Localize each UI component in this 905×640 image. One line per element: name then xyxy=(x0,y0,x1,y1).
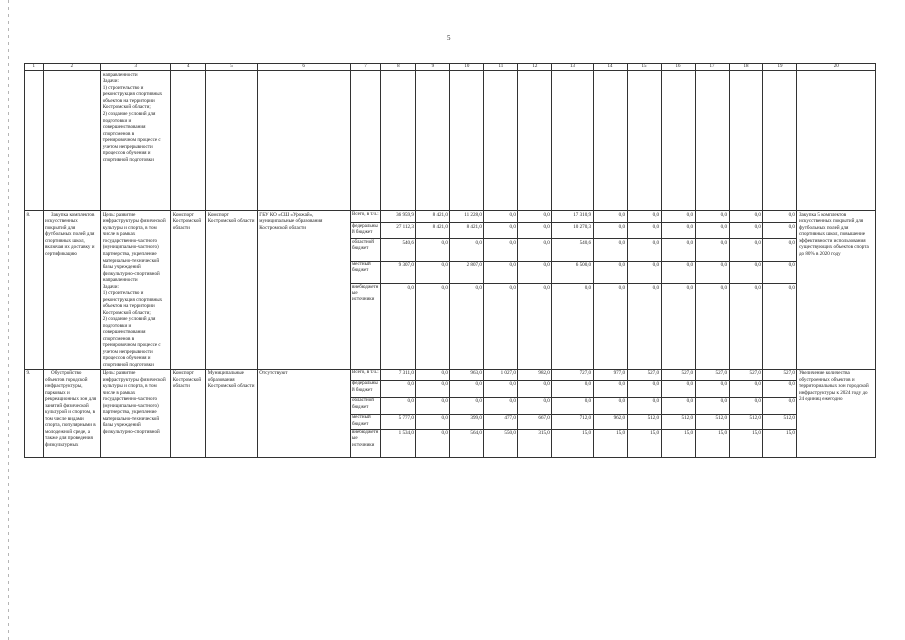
funding-amount: 0,0 xyxy=(381,380,416,397)
funding-source: местный бюджет xyxy=(350,414,381,429)
funding-amount: 0,0 xyxy=(518,211,552,223)
funding-amount: 0,0 xyxy=(695,211,729,223)
funding-amount: 15,0 xyxy=(729,429,763,457)
customer: Комспорт Костромской области xyxy=(171,211,206,369)
column-number: 6 xyxy=(257,64,350,71)
funding-amount: 15,0 xyxy=(627,429,661,457)
funding-amount: 0,0 xyxy=(450,380,484,397)
funding-amount: 0,0 xyxy=(593,261,627,284)
funding-amount: 0,0 xyxy=(450,397,484,414)
funding-amount: 0,0 xyxy=(593,380,627,397)
funding-amount: 0,0 xyxy=(381,284,416,370)
funding-amount: 0,0 xyxy=(518,380,552,397)
column-number: 4 xyxy=(171,64,206,71)
executor: Комспорт Костромской области xyxy=(206,211,258,369)
funding-amount: 0,0 xyxy=(695,261,729,284)
funding-amount: 0,0 xyxy=(661,211,695,223)
funding-amount: 0,0 xyxy=(381,397,416,414)
funding-amount: 6 500,0 xyxy=(552,261,593,284)
column-number-row xyxy=(25,64,876,71)
event-name: Обустройство объектов городской инфраструктуры, парковых и рекреационных зон для занятий физической культурой и спортом, в том числе видами спорта, популярными в молодежной среде, а также для проведения физкультурных xyxy=(43,369,101,457)
recipient: Отсутствуют xyxy=(257,369,350,457)
column-number: 2 xyxy=(43,64,101,71)
funding-amount: 36 959,9 xyxy=(381,211,416,223)
funding-amount: 0,0 xyxy=(729,397,763,414)
funding-amount: 0,0 xyxy=(729,261,763,284)
funding-amount: 0,0 xyxy=(518,397,552,414)
funding-amount: 0,0 xyxy=(593,211,627,223)
funding-amount: 0,0 xyxy=(729,239,763,262)
funding-amount: 27 112,3 xyxy=(381,223,416,239)
column-number: 20 xyxy=(797,64,876,71)
column-number: 1 xyxy=(25,64,44,71)
funding-amount: 9 307,0 xyxy=(381,261,416,284)
funding-amount: 0,0 xyxy=(763,397,797,414)
funding-amount: 0,0 xyxy=(763,239,797,262)
funding-amount: 0,0 xyxy=(416,239,450,262)
funding-amount: 0,0 xyxy=(484,223,518,239)
event-goal: Цель: развитие инфраструктуры физической культуры и спорта, в том числе в рамках государственно-частного (муниципально-частного) партнерства, укрепление материально-технической базы учреждений физкультурно-спортивной направленности Задачи: 1) строительство и реконструкция спортивных объектов на территории Костромской области; 2) создание условий для подготовки и совершенствования спортсменов в тренировочном процессе с учетом непрерывности процессов обучения и спортивной подготовки xyxy=(101,211,171,369)
funding-amount: 527,0 xyxy=(661,369,695,380)
funding-amount: 0,0 xyxy=(627,211,661,223)
column-number: 16 xyxy=(661,64,695,71)
column-number: 3 xyxy=(101,64,171,71)
funding-amount: 0,0 xyxy=(484,211,518,223)
page-number: 5 xyxy=(447,34,451,42)
funding-amount: 15,0 xyxy=(763,429,797,457)
column-number: 18 xyxy=(729,64,763,71)
funding-amount: 512,0 xyxy=(661,414,695,429)
funding-amount: 962,0 xyxy=(593,414,627,429)
funding-amount: 0,0 xyxy=(518,239,552,262)
funding-source: местный бюджет xyxy=(350,261,381,284)
funding-amount: 0,0 xyxy=(593,284,627,370)
funding-amount: 7 311,0 xyxy=(381,369,416,380)
continuation-row xyxy=(25,71,876,211)
funding-amount: 0,0 xyxy=(416,261,450,284)
funding-amount: 0,0 xyxy=(416,284,450,370)
column-number: 13 xyxy=(552,64,593,71)
continuation-goal-text: направленности Задачи: 1) строительство и реконструкция спортивных объектов на территории Костромской области; 2) создание условий для подготовки и совершенствования спортсменов в тренировочном процессе с учетом непрерывности процессов обучения и спортивной подготовки xyxy=(101,71,171,211)
executor: Муниципальные образования Костромской области xyxy=(206,369,258,457)
funding-amount: 1 027,0 xyxy=(484,369,518,380)
funding-amount: 727,0 xyxy=(552,369,593,380)
funding-amount: 0,0 xyxy=(695,239,729,262)
funding-amount: 550,0 xyxy=(484,429,518,457)
funding-amount: 11 228,0 xyxy=(450,211,484,223)
funding-amount: 0,0 xyxy=(695,380,729,397)
funding-amount: 0,0 xyxy=(484,380,518,397)
funding-amount: 527,0 xyxy=(729,369,763,380)
funding-amount: 0,0 xyxy=(729,211,763,223)
funding-amount: 15,0 xyxy=(661,429,695,457)
funding-amount: 963,0 xyxy=(450,369,484,380)
funding-amount: 1 534,0 xyxy=(381,429,416,457)
column-number: 7 xyxy=(350,64,381,71)
funding-amount: 0,0 xyxy=(627,380,661,397)
funding-amount: 10 270,3 xyxy=(552,223,593,239)
funding-amount: 5 777,0 xyxy=(381,414,416,429)
funding-amount: 0,0 xyxy=(729,223,763,239)
funding-amount: 512,0 xyxy=(695,414,729,429)
table-row xyxy=(25,369,876,380)
column-number: 14 xyxy=(593,64,627,71)
funding-amount: 527,0 xyxy=(695,369,729,380)
funding-amount: 399,0 xyxy=(450,414,484,429)
funding-source: Всего, в т.ч.: xyxy=(350,211,381,223)
funding-amount: 0,0 xyxy=(661,397,695,414)
expected-result: Увеличение количества обустроенных объектов и территориальных зон городской инфраструктуры к 2024 году до 24 единиц ежегодно xyxy=(797,369,876,457)
column-number: 10 xyxy=(450,64,484,71)
funding-amount: 0,0 xyxy=(416,429,450,457)
funding-amount: 0,0 xyxy=(484,397,518,414)
funding-source: федеральный бюджет xyxy=(350,223,381,239)
funding-amount: 527,0 xyxy=(763,369,797,380)
funding-amount: 15,0 xyxy=(552,429,593,457)
program-table xyxy=(24,63,876,458)
funding-amount: 512,0 xyxy=(729,414,763,429)
funding-amount: 0,0 xyxy=(627,223,661,239)
funding-amount: 0,0 xyxy=(695,397,729,414)
funding-source: областной бюджет xyxy=(350,397,381,414)
funding-amount: 8 421,0 xyxy=(416,211,450,223)
funding-amount: 0,0 xyxy=(416,380,450,397)
column-number: 9 xyxy=(416,64,450,71)
funding-amount: 17 310,9 xyxy=(552,211,593,223)
funding-amount: 0,0 xyxy=(593,239,627,262)
funding-amount: 0,0 xyxy=(661,284,695,370)
funding-amount: 0,0 xyxy=(450,239,484,262)
funding-amount: 0,0 xyxy=(729,284,763,370)
expected-result: Закупка 5 комплектов искусственных покрытий для футбольных полей для спортивных школ, повышение эффективности использования существующих объектов спорта до 80% в 2020 году xyxy=(797,211,876,369)
row-number: 9. xyxy=(25,369,44,457)
funding-source: внебюджетные источники xyxy=(350,284,381,370)
funding-source: Всего, в т.ч.: xyxy=(350,369,381,380)
funding-amount: 0,0 xyxy=(593,223,627,239)
table-row xyxy=(25,211,876,223)
funding-amount: 0,0 xyxy=(661,380,695,397)
funding-amount: 2 807,0 xyxy=(450,261,484,284)
funding-amount: 0,0 xyxy=(763,284,797,370)
funding-source: внебюджетные источники xyxy=(350,429,381,457)
funding-amount: 0,0 xyxy=(661,223,695,239)
column-number: 12 xyxy=(518,64,552,71)
funding-amount: 0,0 xyxy=(552,380,593,397)
funding-amount: 0,0 xyxy=(518,284,552,370)
funding-amount: 0,0 xyxy=(552,397,593,414)
funding-amount: 477,0 xyxy=(484,414,518,429)
funding-amount: 0,0 xyxy=(552,284,593,370)
funding-amount: 0,0 xyxy=(661,239,695,262)
funding-amount: 0,0 xyxy=(627,284,661,370)
event-name: Закупка комплектов искусственных покрытий для футбольных полей для спортивных школ, включая их доставку и сертификацию xyxy=(43,211,101,369)
row-number: 8. xyxy=(25,211,44,369)
funding-amount: 0,0 xyxy=(627,261,661,284)
funding-amount: 0,0 xyxy=(729,380,763,397)
funding-amount: 540,6 xyxy=(381,239,416,262)
funding-amount: 0,0 xyxy=(484,239,518,262)
funding-amount: 0,0 xyxy=(484,261,518,284)
funding-amount: 0,0 xyxy=(484,284,518,370)
funding-amount: 712,0 xyxy=(552,414,593,429)
funding-amount: 0,0 xyxy=(763,261,797,284)
funding-amount: 15,0 xyxy=(593,429,627,457)
funding-amount: 0,0 xyxy=(416,369,450,380)
funding-amount: 512,0 xyxy=(763,414,797,429)
funding-source: федеральный бюджет xyxy=(350,380,381,397)
funding-amount: 8 421,0 xyxy=(450,223,484,239)
event-goal: Цель: развитие инфраструктуры физической культуры и спорта, в том числе в рамках государственно-частного (муниципально-частного) партнерства, укрепление материально-технической базы учреждений физкультурно-спортивной xyxy=(101,369,171,457)
binder-margin-line xyxy=(8,0,9,640)
funding-amount: 0,0 xyxy=(518,261,552,284)
funding-amount: 0,0 xyxy=(763,380,797,397)
funding-amount: 0,0 xyxy=(661,261,695,284)
funding-amount: 512,0 xyxy=(627,414,661,429)
funding-amount: 0,0 xyxy=(695,223,729,239)
funding-amount: 0,0 xyxy=(627,397,661,414)
column-number: 15 xyxy=(627,64,661,71)
funding-amount: 0,0 xyxy=(450,284,484,370)
customer: Комспорт Костромской области xyxy=(171,369,206,457)
funding-amount: 0,0 xyxy=(763,211,797,223)
funding-amount: 0,0 xyxy=(416,397,450,414)
funding-amount: 8 421,0 xyxy=(416,223,450,239)
funding-amount: 0,0 xyxy=(627,239,661,262)
funding-amount: 540,6 xyxy=(552,239,593,262)
funding-amount: 564,0 xyxy=(450,429,484,457)
funding-source: областной бюджет xyxy=(350,239,381,262)
column-number: 11 xyxy=(484,64,518,71)
funding-amount: 315,0 xyxy=(518,429,552,457)
funding-amount: 15,0 xyxy=(695,429,729,457)
funding-amount: 0,0 xyxy=(695,284,729,370)
funding-amount: 527,0 xyxy=(627,369,661,380)
funding-amount: 977,0 xyxy=(593,369,627,380)
column-number: 5 xyxy=(206,64,258,71)
funding-amount: 0,0 xyxy=(416,414,450,429)
funding-amount: 0,0 xyxy=(518,223,552,239)
funding-amount: 667,0 xyxy=(518,414,552,429)
funding-amount: 0,0 xyxy=(763,223,797,239)
column-number: 19 xyxy=(763,64,797,71)
column-number: 8 xyxy=(381,64,416,71)
funding-amount: 982,0 xyxy=(518,369,552,380)
recipient: ГБУ КО «СШ «Урожай», муниципальные образования Костромской области xyxy=(257,211,350,369)
funding-amount: 0,0 xyxy=(593,397,627,414)
column-number: 17 xyxy=(695,64,729,71)
